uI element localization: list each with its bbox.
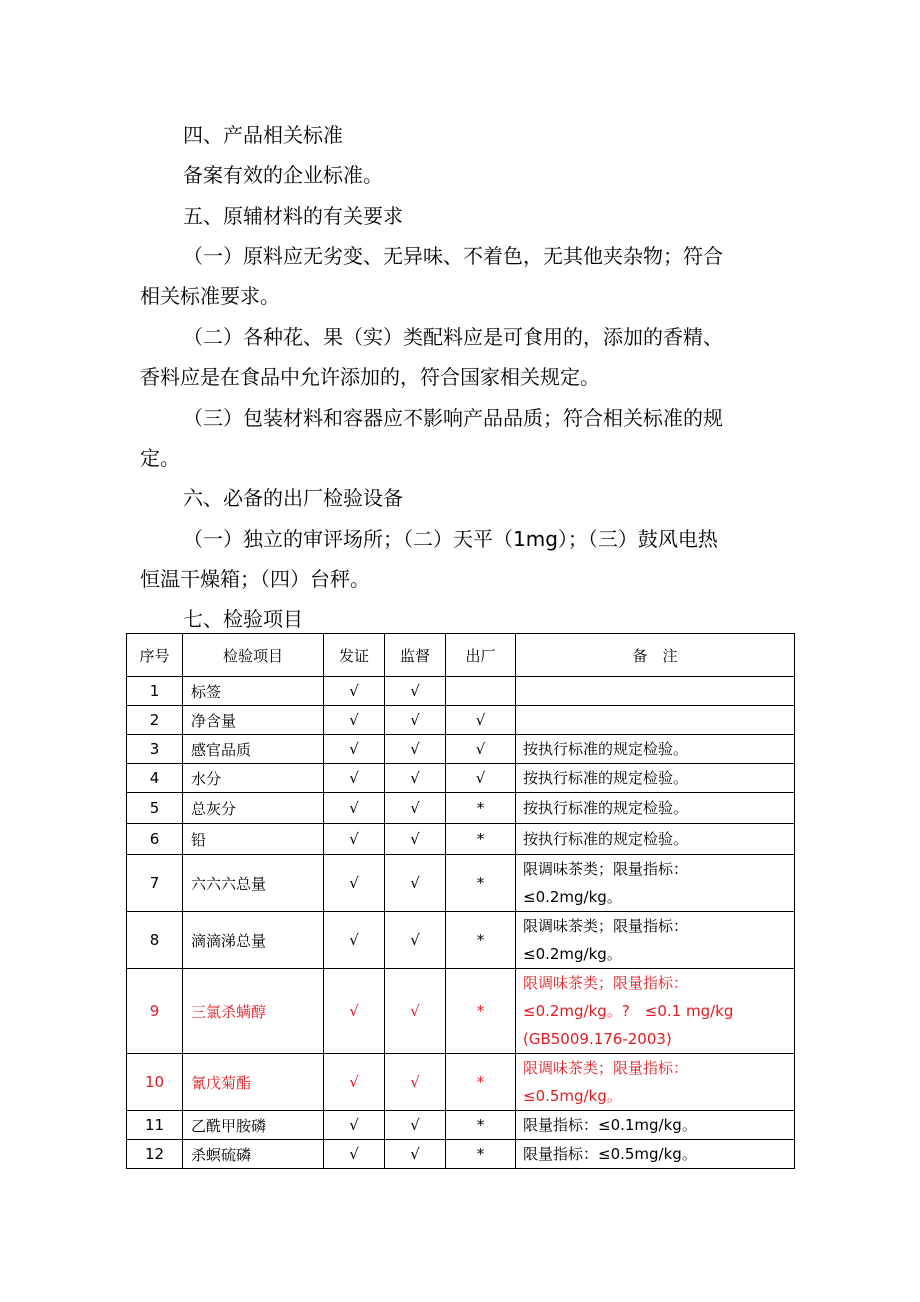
row-note-line: 按执行标准的规定检验。 bbox=[523, 830, 689, 848]
section-5-heading: 五、原辅材料的有关要求 bbox=[183, 204, 403, 228]
section-4-body: 备案有效的企业标准。 bbox=[183, 163, 383, 187]
row-cert: √ bbox=[324, 855, 385, 912]
row-factory: √ bbox=[446, 764, 516, 793]
row-no: 5 bbox=[127, 793, 183, 824]
section-5-item-1-line-2: 相关标准要求。 bbox=[140, 284, 280, 308]
row-note-line: ≤0.2mg/kg。? ≤0.1 mg/kg bbox=[523, 1002, 734, 1020]
row-note-line: 限量指标：≤0.1mg/kg。 bbox=[523, 1116, 697, 1134]
row-factory: * bbox=[446, 1111, 516, 1140]
table-row-highlighted bbox=[127, 969, 795, 1054]
row-item: 六六六总量 bbox=[183, 855, 324, 912]
row-factory: * bbox=[446, 824, 516, 855]
row-no: 1 bbox=[127, 677, 183, 706]
row-supervise: √ bbox=[385, 912, 446, 969]
row-supervise: √ bbox=[385, 764, 446, 793]
section-6-body-line-1: （一）独立的审评场所；（二）天平（1mg）；（三）鼓风电热 bbox=[183, 527, 718, 551]
row-item: 净含量 bbox=[183, 706, 324, 735]
row-cert: √ bbox=[324, 735, 385, 764]
row-cert: √ bbox=[324, 793, 385, 824]
row-note-line: 限调味茶类；限量指标： bbox=[523, 974, 689, 992]
table-row bbox=[127, 912, 795, 969]
row-item: 水分 bbox=[183, 764, 324, 793]
row-note-line: 限调味茶类；限量指标： bbox=[523, 860, 689, 878]
table-row-highlighted bbox=[127, 1054, 795, 1111]
table-row bbox=[127, 793, 795, 824]
row-supervise: √ bbox=[385, 824, 446, 855]
section-5-item-2-line-2: 香料应是在食品中允许添加的，符合国家相关规定。 bbox=[140, 365, 600, 389]
row-no: 12 bbox=[127, 1140, 183, 1169]
row-factory: * bbox=[446, 969, 516, 1054]
row-note bbox=[516, 1140, 795, 1169]
row-note-line: 限调味茶类；限量指标： bbox=[523, 1059, 689, 1077]
row-factory: √ bbox=[446, 706, 516, 735]
row-no: 3 bbox=[127, 735, 183, 764]
row-supervise: √ bbox=[385, 1054, 446, 1111]
table-row bbox=[127, 764, 795, 793]
row-factory: * bbox=[446, 855, 516, 912]
row-note-line: 按执行标准的规定检验。 bbox=[523, 769, 689, 787]
row-factory bbox=[446, 677, 516, 706]
row-note bbox=[516, 677, 795, 706]
row-note-line: ≤0.2mg/kg。 bbox=[523, 888, 622, 906]
header-cert: 发证 bbox=[324, 634, 385, 677]
section-6-heading: 六、必备的出厂检验设备 bbox=[183, 486, 403, 510]
row-note-line: 按执行标准的规定检验。 bbox=[523, 799, 689, 817]
section-4-heading: 四、产品相关标准 bbox=[183, 123, 343, 147]
row-factory: * bbox=[446, 793, 516, 824]
row-cert: √ bbox=[324, 1140, 385, 1169]
header-note: 备 注 bbox=[516, 634, 795, 677]
row-no: 8 bbox=[127, 912, 183, 969]
row-item: 三氯杀螨醇 bbox=[183, 969, 324, 1054]
row-note bbox=[516, 855, 795, 912]
row-item: 乙酰甲胺磷 bbox=[183, 1111, 324, 1140]
section-5-item-3-line-2: 定。 bbox=[140, 446, 180, 470]
header-no: 序号 bbox=[127, 634, 183, 677]
table-row bbox=[127, 1111, 795, 1140]
row-supervise: √ bbox=[385, 1111, 446, 1140]
table-row bbox=[127, 706, 795, 735]
row-item: 标签 bbox=[183, 677, 324, 706]
row-item: 感官品质 bbox=[183, 735, 324, 764]
section-5-item-3-line-1: （三）包装材料和容器应不影响产品品质；符合相关标准的规 bbox=[183, 406, 723, 430]
row-item: 杀螟硫磷 bbox=[183, 1140, 324, 1169]
header-factory: 出厂 bbox=[446, 634, 516, 677]
row-factory: * bbox=[446, 912, 516, 969]
row-factory: * bbox=[446, 1140, 516, 1169]
row-no: 4 bbox=[127, 764, 183, 793]
row-cert: √ bbox=[324, 969, 385, 1054]
row-note bbox=[516, 706, 795, 735]
row-note-line: 按执行标准的规定检验。 bbox=[523, 740, 689, 758]
table-row bbox=[127, 677, 795, 706]
table-header-row bbox=[127, 634, 795, 677]
row-cert: √ bbox=[324, 1111, 385, 1140]
row-cert: √ bbox=[324, 912, 385, 969]
row-note-line: 限调味茶类；限量指标： bbox=[523, 917, 689, 935]
row-no: 7 bbox=[127, 855, 183, 912]
row-supervise: √ bbox=[385, 793, 446, 824]
row-cert: √ bbox=[324, 706, 385, 735]
row-note bbox=[516, 824, 795, 855]
row-factory: √ bbox=[446, 735, 516, 764]
row-note bbox=[516, 969, 795, 1054]
section-5-item-2-line-1: （二）各种花、果（实）类配料应是可食用的，添加的香精、 bbox=[183, 325, 723, 349]
section-5-item-1-line-1: （一）原料应无劣变、无异味、不着色，无其他夹杂物；符合 bbox=[183, 244, 723, 268]
row-note bbox=[516, 912, 795, 969]
row-item: 铅 bbox=[183, 824, 324, 855]
row-no: 10 bbox=[127, 1054, 183, 1111]
section-6-body-line-2: 恒温干燥箱；（四）台秤。 bbox=[140, 567, 370, 591]
row-note-line: (GB5009.176-2003) bbox=[523, 1030, 672, 1048]
row-cert: √ bbox=[324, 677, 385, 706]
row-note bbox=[516, 735, 795, 764]
row-note-line: ≤0.2mg/kg。 bbox=[523, 945, 622, 963]
row-note bbox=[516, 793, 795, 824]
row-note bbox=[516, 764, 795, 793]
table-row bbox=[127, 1140, 795, 1169]
header-supervise: 监督 bbox=[385, 634, 446, 677]
row-no: 2 bbox=[127, 706, 183, 735]
row-factory: * bbox=[446, 1054, 516, 1111]
row-no: 9 bbox=[127, 969, 183, 1054]
header-item: 检验项目 bbox=[183, 634, 324, 677]
inspection-items-table bbox=[126, 633, 795, 1169]
row-cert: √ bbox=[324, 1054, 385, 1111]
row-note-line: ≤0.5mg/kg。 bbox=[523, 1087, 622, 1105]
row-supervise: √ bbox=[385, 1140, 446, 1169]
row-item: 氰戊菊酯 bbox=[183, 1054, 324, 1111]
table-row bbox=[127, 855, 795, 912]
row-supervise: √ bbox=[385, 735, 446, 764]
row-supervise: √ bbox=[385, 855, 446, 912]
row-no: 6 bbox=[127, 824, 183, 855]
row-no: 11 bbox=[127, 1111, 183, 1140]
row-supervise: √ bbox=[385, 677, 446, 706]
row-cert: √ bbox=[324, 824, 385, 855]
row-cert: √ bbox=[324, 764, 385, 793]
row-item: 总灰分 bbox=[183, 793, 324, 824]
table-row bbox=[127, 824, 795, 855]
row-note bbox=[516, 1054, 795, 1111]
row-supervise: √ bbox=[385, 706, 446, 735]
row-supervise: √ bbox=[385, 969, 446, 1054]
table-row bbox=[127, 735, 795, 764]
row-note-line: 限量指标：≤0.5mg/kg。 bbox=[523, 1145, 697, 1163]
row-item: 滴滴涕总量 bbox=[183, 912, 324, 969]
row-note bbox=[516, 1111, 795, 1140]
section-7-heading: 七、检验项目 bbox=[183, 607, 303, 631]
